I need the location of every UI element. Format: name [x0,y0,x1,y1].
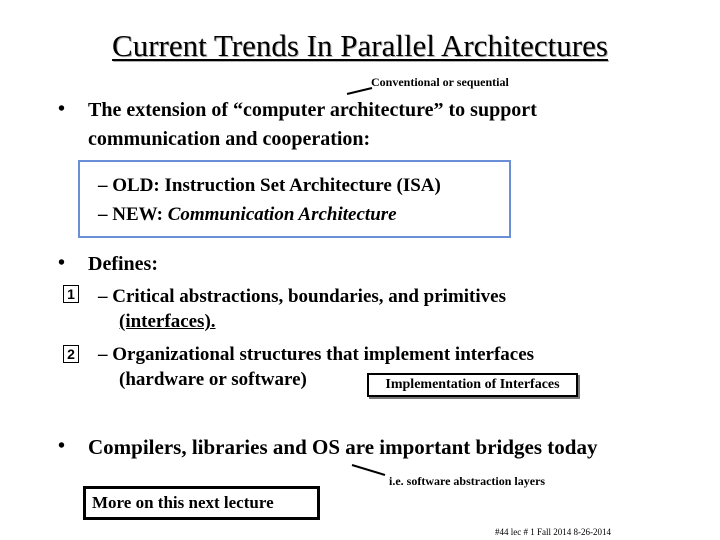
new-item-italic: Communication Architecture [167,204,397,225]
item-1-line-1: – Critical abstractions, boundaries, and primitives [98,286,506,307]
item-2-line-2: (hardware or software) [119,369,307,390]
annotation-conventional: Conventional or sequential [371,75,509,89]
bullet-dot-3: • [58,435,66,457]
bullet-3-text: Compilers, libraries and OS are important bridges today [88,435,598,459]
defines-label: Defines: [88,253,158,275]
slide-title: Current Trends In Parallel Architectures [112,28,608,63]
bullet-1-line-2: communication and cooperation: [88,128,371,150]
item-1-line-2: (interfaces). [119,311,216,332]
bullet-1-line-1: The extension of “computer architecture” to support [88,99,537,121]
number-box-1: 1 [63,285,79,303]
old-item: – OLD: Instruction Set Architecture (ISA) [98,175,441,196]
annotation-pointer-top [347,88,372,94]
annotation-pointer-bottom [352,465,385,475]
number-box-2: 2 [63,345,79,363]
new-item-prefix: – NEW: [98,204,168,225]
new-item [98,203,397,227]
bullet-dot-1: • [58,98,66,120]
item-2-line-1: – Organizational structures that implement interfaces [98,344,535,365]
next-lecture-box: More on this next lecture [83,486,320,520]
bullet-dot-2: • [58,252,66,274]
implementation-box: Implementation of Interfaces [367,373,578,397]
annotation-software-layers: i.e. software abstraction layers [389,474,546,488]
slide-footer: #44 lec # 1 Fall 2014 8-26-2014 [495,527,611,537]
